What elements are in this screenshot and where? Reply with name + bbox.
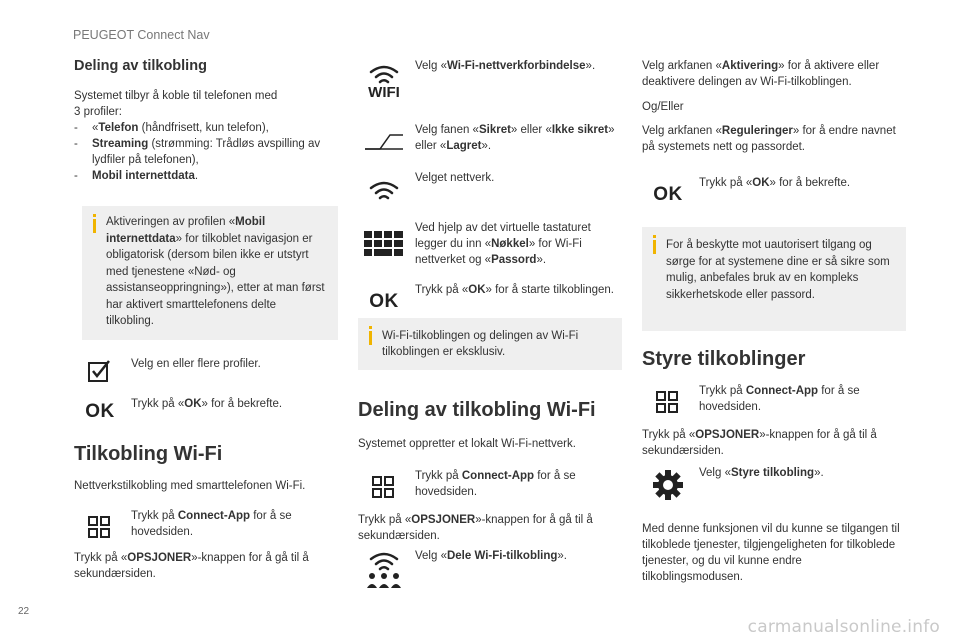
- wifi-intro: Nettverkstilkobling med smarttelefonen Wi-Fi.: [74, 479, 306, 492]
- list-item: - Mobil internettdata.: [74, 168, 338, 184]
- step-options: Trykk på «OPSJONER»-knappen for å gå til å sekundærsiden.: [74, 551, 309, 580]
- ok-icon: OK: [369, 291, 399, 312]
- column-2: [358, 58, 622, 564]
- page-header: PEUGEOT Connect Nav: [73, 28, 210, 42]
- checkbox-icon: [74, 356, 126, 386]
- page-number: 22: [18, 606, 30, 617]
- final-paragraph: Med denne funksjonen vil du kunne se tilgangen til tilkoblede tjenester, tilgjengeligheten for tilkoblede tjenester, og du vil kunne endre tilkoblingsmodusen.: [642, 523, 900, 583]
- ok-icon: OK: [85, 400, 115, 422]
- step-connect-app: Trykk på Connect-App for å se hovedsiden.: [74, 508, 338, 540]
- apps-icon: [642, 383, 694, 423]
- gear-icon: [642, 465, 694, 505]
- step-options: Trykk på «OPSJONER»-knappen for å gå til å sekundærsiden.: [358, 514, 593, 542]
- share-wifi-icon: [358, 548, 410, 594]
- step-select-tab: Velg fanen «Sikret» eller «Ikke sikret» eller «Lagret».: [358, 122, 622, 154]
- list-item: - «Telefon (håndfrisett, kun telefon),: [74, 120, 338, 136]
- watermark: carmanualsonline.info: [747, 617, 940, 637]
- step-confirm-ok: OK Trykk på «OK» for å bekrefte.: [74, 392, 338, 422]
- list-item: - Streaming (strømming: Trådløs avspilling av lydfiler på telefonen),: [74, 136, 338, 168]
- info-icon: [369, 331, 372, 345]
- wifi-icon: WIFI: [358, 58, 410, 104]
- step-share-wifi: Velg «Dele Wi-Fi-tilkobling».: [358, 548, 622, 564]
- wifi-signal-icon: [358, 170, 410, 210]
- step-keyboard: Ved hjelp av det virtuelle tastaturet legger du inn «Nøkkel» for Wi-Fi nettverket og «Passord».: [358, 220, 622, 268]
- heading-wifi-connection: Tilkobling Wi-Fi: [74, 442, 223, 465]
- para-activation: Velg arkfanen «Aktivering» for å aktivere eller deaktivere delingen av Wi-Fi-tilkoblingen.: [642, 60, 880, 88]
- step-confirm-ok: OK Trykk på «OK» for å bekrefte.: [642, 175, 906, 205]
- tab-icon: [358, 122, 410, 162]
- step-select-profiles: Velg en eller flere profiler.: [74, 356, 338, 380]
- column-3: [642, 58, 906, 585]
- para-or: Og/Eller: [642, 101, 684, 113]
- intro-line-1: Systemet tilbyr å koble til telefonen med: [74, 90, 278, 102]
- profile-list: [74, 120, 338, 184]
- keyboard-icon: [358, 220, 410, 268]
- heading-wifi-sharing: Deling av tilkobling Wi-Fi: [358, 399, 596, 421]
- column-1: [74, 58, 338, 582]
- ok-icon: OK: [653, 184, 683, 205]
- step-options: Trykk på «OPSJONER»-knappen for å gå til å sekundærsiden.: [642, 429, 877, 457]
- info-note-exclusive: Wi-Fi-tilkoblingen og delingen av Wi-Fi tilkoblingen er eksklusiv.: [358, 318, 622, 370]
- sharing-intro: Systemet oppretter et lokalt Wi-Fi-nettverk.: [358, 438, 576, 450]
- para-settings: Velg arkfanen «Reguleringer» for å endre navnet på systemets nett og passordet.: [642, 125, 896, 153]
- info-note-security: For å beskytte mot uautorisert tilgang og sørge for at systemene dine er så sikre som mulig, anbefales bruk av en kompleks sikkerhetskode eller passord.: [642, 227, 906, 331]
- heading-manage-connections: Styre tilkoblinger: [642, 348, 806, 370]
- apps-icon: [74, 508, 126, 548]
- step-manage-connection: Velg «Styre tilkobling».: [642, 465, 906, 501]
- info-icon: [653, 240, 656, 254]
- step-connect-app: Trykk på Connect-App for å se hovedsiden.: [358, 468, 622, 500]
- section-heading-sharing: Deling av tilkobling: [74, 58, 207, 74]
- intro-line-2: 3 profiler:: [74, 106, 122, 118]
- info-icon: [93, 219, 96, 233]
- step-connect-app: Trykk på Connect-App for å se hovedsiden.: [642, 383, 906, 415]
- apps-icon: [358, 468, 410, 508]
- step-wifi-network: WIFI Velg «Wi-Fi-nettverkforbindelse».: [358, 58, 622, 100]
- step-start-connection: OK Trykk på «OK» for å starte tilkoblingen.: [358, 282, 622, 298]
- info-note-mobile-data: Aktiveringen av profilen «Mobil internettdata» for tilkoblet navigasjon er obligatorisk (dersom bilen ikke er utstyrt med tjenestene «Nød- og assistanseoppringning»), etter at man først har aktivert smarttelefonens delte tilkobling.: [82, 206, 338, 340]
- step-select-network: Velget nettverk.: [358, 170, 622, 202]
